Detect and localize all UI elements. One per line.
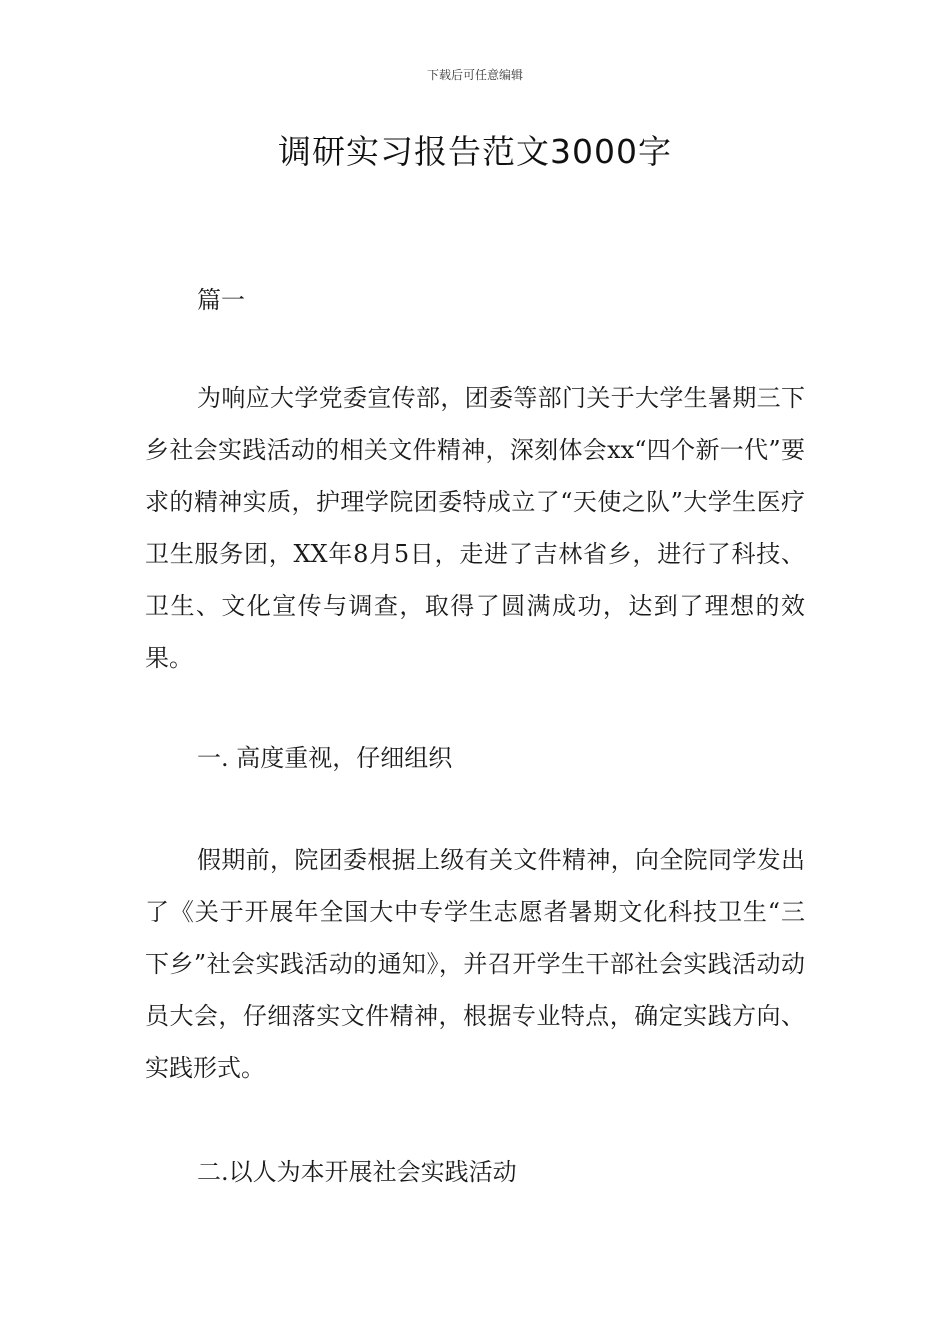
header-note: 下载后可任意编辑 [426,68,523,82]
document-body [145,280,805,1192]
section-heading-one: 一. 高度重视，仔细组织 [197,744,453,772]
paragraph-intro: 为响应大学党委宣传部，团委等部门关于大学生暑期三下乡社会实践活动的相关文件精神，深刻体会xx“四个新一代”要求的精神实质，护理学院团委特成立了“天使之队”大学生医疗卫生服务团，XX年8月5日，走进了吉林省乡，进行了科技、卫生、文化宣传与调查，取得了圆满成功，达到了理想的效果。 [145,384,805,672]
document-title: 调研实习报告范文3000字 [278,132,672,171]
section-heading-part-one: 篇一 [197,286,245,314]
paragraph-preparation: 假期前，院团委根据上级有关文件精神，向全院同学发出了《关于开展年全国大中专学生志愿者暑期文化科技卫生“三下乡”社会实践活动的通知》，并召开学生干部社会实践活动动员大会，仔细落实文件精神，根据专业特点，确定实践方向、实践形式。 [145,846,805,1082]
section-heading-two: 二.以人为本开展社会实践活动 [197,1158,517,1186]
